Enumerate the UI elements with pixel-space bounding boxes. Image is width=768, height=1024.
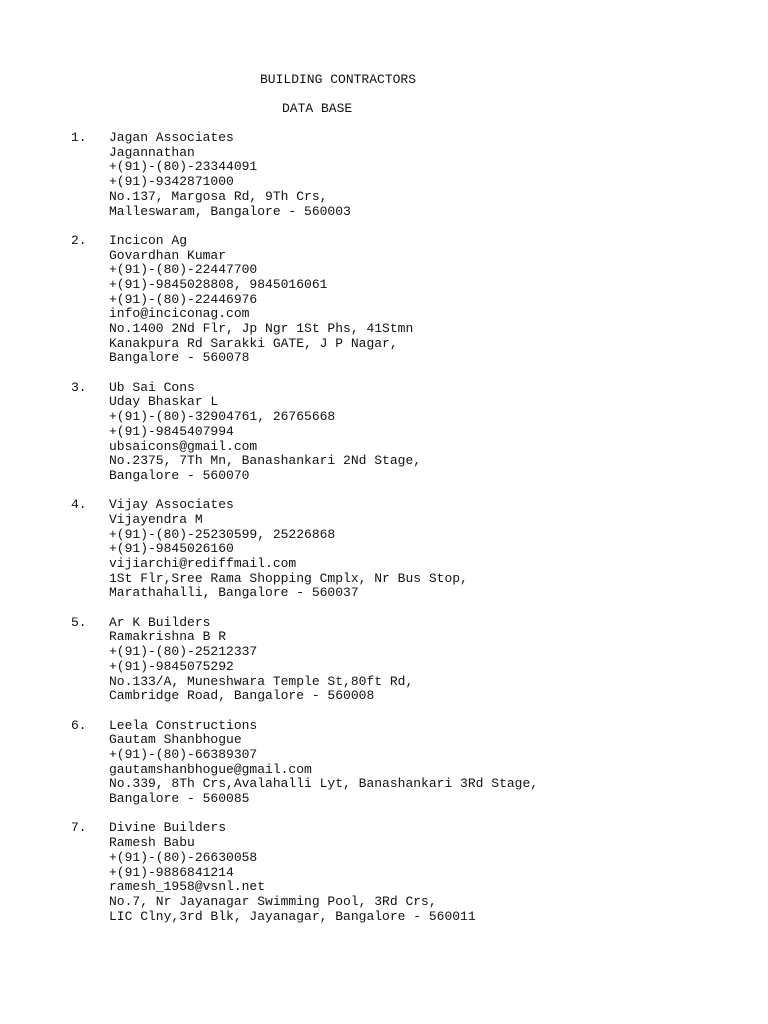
contact-person: Govardhan Kumar	[109, 247, 227, 263]
contractor-entry-7	[71, 821, 751, 924]
document-subtitle: DATA BASE	[282, 101, 353, 116]
phone-number: +(91)-(80)-23344091	[109, 159, 258, 175]
company-name: Leela Constructions	[109, 717, 258, 733]
email-address: vijiarchi@rediffmail.com	[109, 556, 297, 572]
contractor-entry-2	[71, 234, 751, 366]
entry-number: 2.	[71, 232, 87, 248]
entry-details	[109, 719, 751, 807]
email-address: ubsaicons@gmail.com	[109, 438, 258, 454]
entry-details	[109, 234, 751, 366]
entry-number: 3.	[71, 379, 87, 395]
address-line: No.133/A, Muneshwara Temple St,80ft Rd,	[109, 673, 414, 689]
phone-number: +(91)-(80)-32904761, 26765668	[109, 409, 336, 425]
document-title: BUILDING CONTRACTORS	[260, 72, 417, 87]
phone-number: +(91)-9886841214	[109, 864, 234, 880]
phone-number: +(91)-(80)-66389307	[109, 746, 258, 762]
contractor-entry-3	[71, 381, 751, 484]
address-line: 1St Flr,Sree Rama Shopping Cmplx, Nr Bus Stop,	[109, 570, 468, 586]
address-line: No.1400 2Nd Flr, Jp Ngr 1St Phs, 41Stmn	[109, 321, 414, 337]
entry-number: 5.	[71, 614, 87, 630]
entry-details	[109, 821, 751, 924]
company-name: Ar K Builders	[109, 614, 211, 630]
phone-number: +(91)-(80)-26630058	[109, 849, 258, 865]
contact-person: Ramesh Babu	[109, 835, 195, 851]
contractor-entry-4	[71, 498, 751, 601]
company-name: Jagan Associates	[109, 130, 234, 145]
entry-number: 4.	[71, 497, 87, 513]
contact-person: Gautam Shanbhogue	[109, 732, 242, 748]
address-line: No.137, Margosa Rd, 9Th Crs,	[109, 188, 328, 204]
entry-details	[109, 498, 751, 601]
company-name: Divine Builders	[109, 820, 227, 836]
contractor-entry-6	[71, 719, 751, 807]
address-line: Bangalore - 560078	[109, 350, 250, 366]
phone-number: +(91)-9845028808, 9845016061	[109, 276, 328, 292]
phone-number: +(91)-9845026160	[109, 541, 234, 557]
email-address: ramesh_1958@vsnl.net	[109, 879, 266, 895]
entry-number: 1.	[71, 130, 87, 145]
phone-number: +(91)-(80)-22447700	[109, 262, 258, 278]
address-line: Malleswaram, Bangalore - 560003	[109, 203, 351, 219]
address-line: Kanakpura Rd Sarakki GATE, J P Nagar,	[109, 335, 398, 351]
contractor-entry-1	[71, 131, 751, 219]
phone-number: +(91)-(80)-22446976	[109, 291, 258, 307]
company-name: Vijay Associates	[109, 497, 234, 513]
entry-details	[109, 131, 751, 219]
phone-number: +(91)-(80)-25212337	[109, 644, 258, 660]
address-line: No.7, Nr Jayanagar Swimming Pool, 3Rd Crs,	[109, 893, 437, 909]
email-address: info@inciconag.com	[109, 306, 250, 322]
entry-number: 7.	[71, 820, 87, 836]
phone-number: +(91)-9845075292	[109, 658, 234, 674]
contractor-list	[71, 131, 751, 939]
address-line: No.2375, 7Th Mn, Banashankari 2Nd Stage,	[109, 453, 422, 469]
address-line: Marathahalli, Bangalore - 560037	[109, 585, 359, 601]
contact-person: Vijayendra M	[109, 511, 203, 527]
entry-number: 6.	[71, 717, 87, 733]
phone-number: +(91)-9845407994	[109, 423, 234, 439]
entry-details	[109, 616, 751, 704]
contact-person: Uday Bhaskar L	[109, 394, 219, 410]
phone-number: +(91)-(80)-25230599, 25226868	[109, 526, 336, 542]
address-line: LIC Clny,3rd Blk, Jayanagar, Bangalore - 560011	[109, 908, 476, 924]
phone-number: +(91)-9342871000	[109, 174, 234, 190]
company-name: Incicon Ag	[109, 232, 188, 248]
address-line: Bangalore - 560085	[109, 791, 250, 807]
entry-details	[109, 381, 751, 484]
contact-person: Jagannathan	[109, 144, 195, 160]
address-line: Cambridge Road, Bangalore - 560008	[109, 688, 375, 704]
address-line: No.339, 8Th Crs,Avalahalli Lyt, Banashankari 3Rd Stage,	[109, 776, 539, 792]
company-name: Ub Sai Cons	[109, 379, 195, 395]
contractor-entry-5	[71, 616, 751, 704]
contact-person: Ramakrishna B R	[109, 629, 227, 645]
email-address: gautamshanbhogue@gmail.com	[109, 761, 312, 777]
address-line: Bangalore - 560070	[109, 467, 250, 483]
